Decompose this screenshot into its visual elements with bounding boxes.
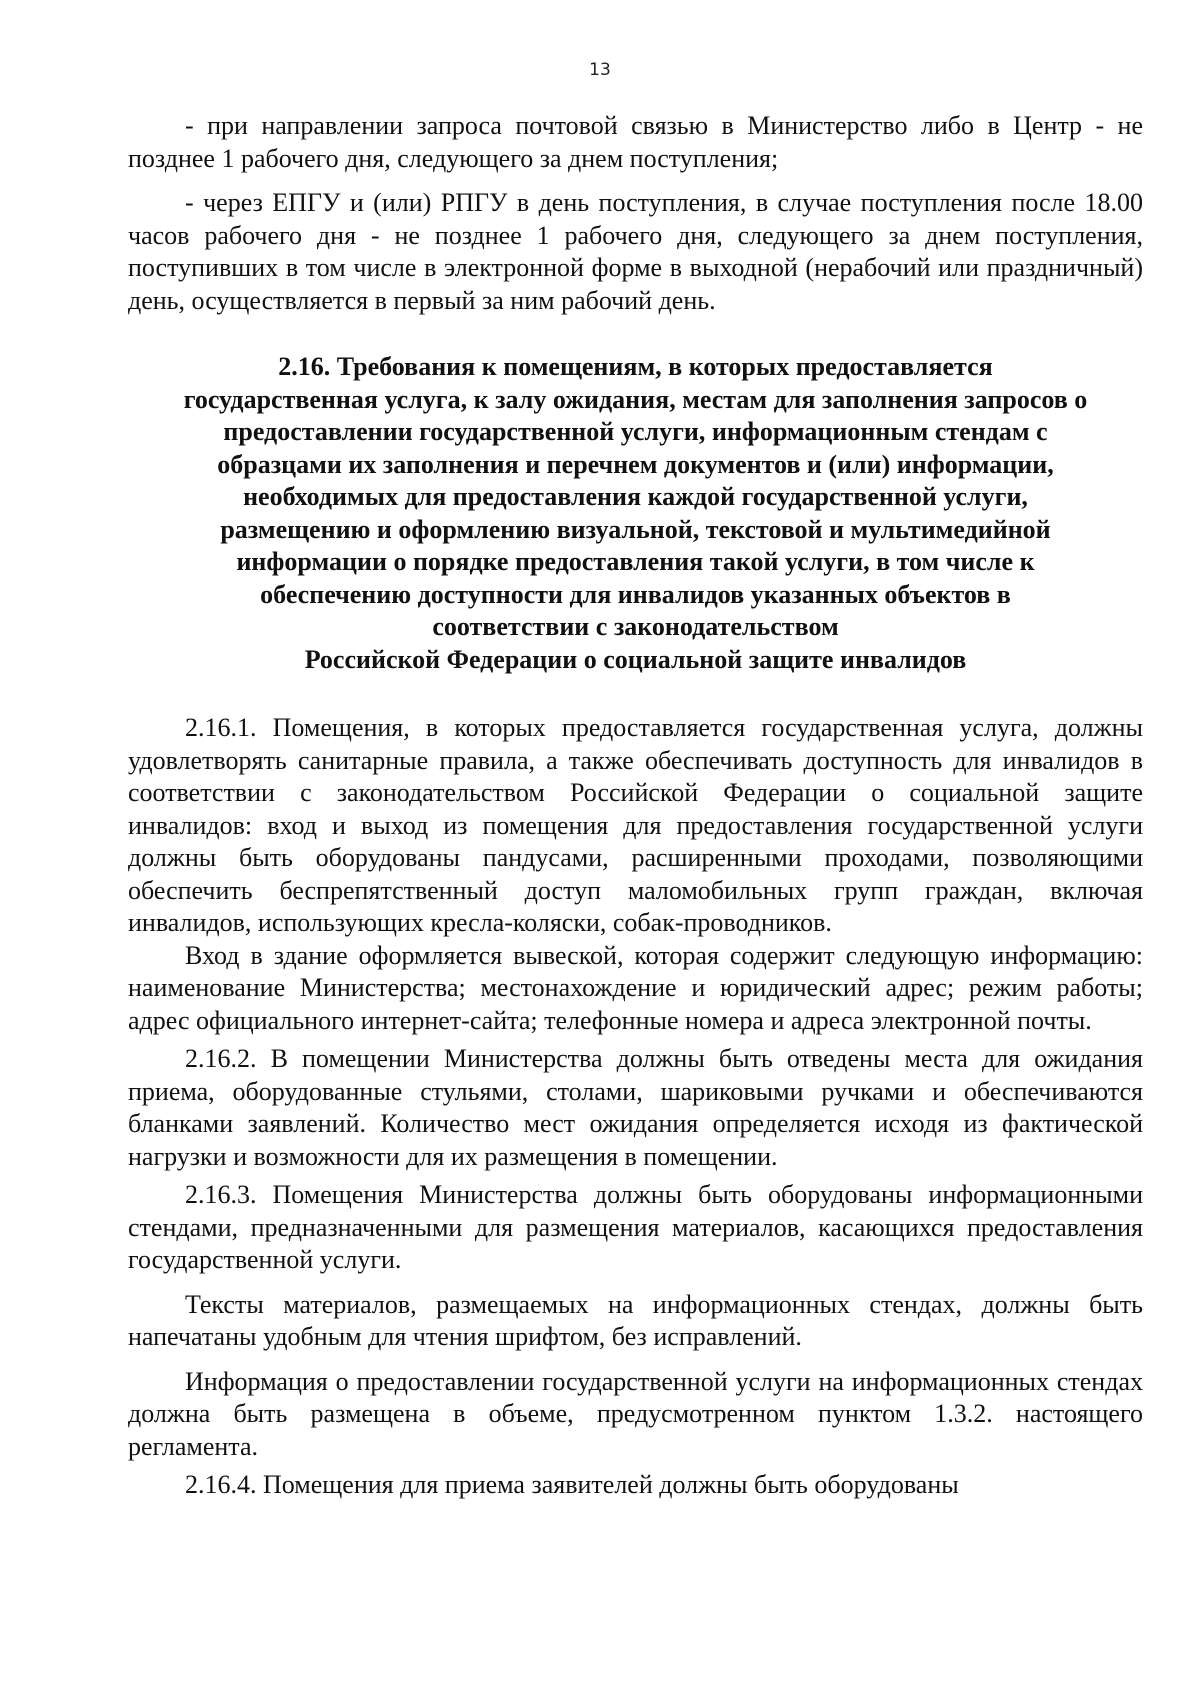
paragraph-2-16-4: 2.16.4. Помещения для приема заявителей должны быть оборудованы xyxy=(185,1470,959,1499)
document-body xyxy=(128,110,1143,1502)
heading-line: 2.16. Требования к помещениям, в которых предоставляется xyxy=(278,352,993,381)
paragraph-entrance-sign: Вход в здание оформляется вывеской, которая содержит следующую информацию: наименование Министерства; местонахождение и юридический адрес; режим работы; адрес официального интернет-сайта; телефонные номера и адреса электронной почты. xyxy=(128,940,1143,1035)
paragraph-2-16-2: 2.16.2. В помещении Министерства должны быть отведены места для ожидания приема, оборудованные стульями, столами, шариковыми ручками и обеспечиваются бланками заявлений. Количество мест ожидания определяется исходя из фактической нагрузки и возможности для их размещения в помещении. xyxy=(128,1044,1143,1171)
paragraph-stand-info: Информация о предоставлении государственной услуги на информационных стендах должна быть размещена в объеме, предусмотренном пунктом 1.3.2. настоящего регламента. xyxy=(128,1366,1143,1461)
heading-line: соответствии с законодательством xyxy=(432,612,839,641)
heading-line: обеспечению доступности для инвалидов указанных объектов в xyxy=(260,579,1011,609)
heading-line: предоставлении государственной услуги, информационным стендам с xyxy=(223,417,1048,446)
paragraph-2-16-1: 2.16.1. Помещения, в которых предоставляется государственная услуга, должны удовлетворять санитарные правила, а также обеспечивать доступность для инвалидов в соответствии с законодательством Российской Федерации о социальной защите инвалидов: вход и выход из помещения для предоставления государственной услуги должны быть оборудованы пандусами, расширенными проходами, позволяющими обеспечить беспрепятственный доступ маломобильных групп граждан, включая инвалидов, использующих кресла-коляски, собак-проводников. xyxy=(128,713,1143,937)
section-heading-2-16 xyxy=(128,351,1143,676)
heading-line: необходимых для предоставления каждой государственной услуги, xyxy=(243,482,1028,511)
heading-line: информации о порядке предоставления такой услуги, в том числе к xyxy=(236,547,1035,576)
paragraph-epgu-deadline: - через ЕПГУ и (или) РПГУ в день поступления, в случае поступления после 18.00 часов рабочего дня - не позднее 1 рабочего дня, следующего за днем поступления, поступивших в том числе в электронной форме в выходной (нерабочий или праздничный) день, осуществляется в первый за ним рабочий день. xyxy=(128,188,1143,315)
paragraph-postal-deadline: - при направлении запроса почтовой связью в Министерство либо в Центр - не позднее 1 рабочего дня, следующего за днем поступления; xyxy=(128,111,1143,173)
paragraph-stand-texts: Тексты материалов, размещаемых на информационных стендах, должны быть напечатаны удобным для чтения шрифтом, без исправлений. xyxy=(128,1289,1143,1351)
heading-line: Российской Федерации о социальной защите инвалидов xyxy=(304,644,967,674)
heading-line: образцами их заполнения и перечнем документов и (или) информации, xyxy=(217,449,1054,479)
page-number: 13 xyxy=(589,60,611,80)
heading-line: государственная услуга, к залу ожидания, местам для заполнения запросов о xyxy=(183,384,1088,414)
heading-line: размещению и оформлению визуальной, текстовой и мультимедийной xyxy=(220,514,1051,544)
paragraph-2-16-3: 2.16.3. Помещения Министерства должны быть оборудованы информационными стендами, предназначенными для размещения материалов, касающихся предоставления государственной услуги. xyxy=(128,1180,1143,1274)
